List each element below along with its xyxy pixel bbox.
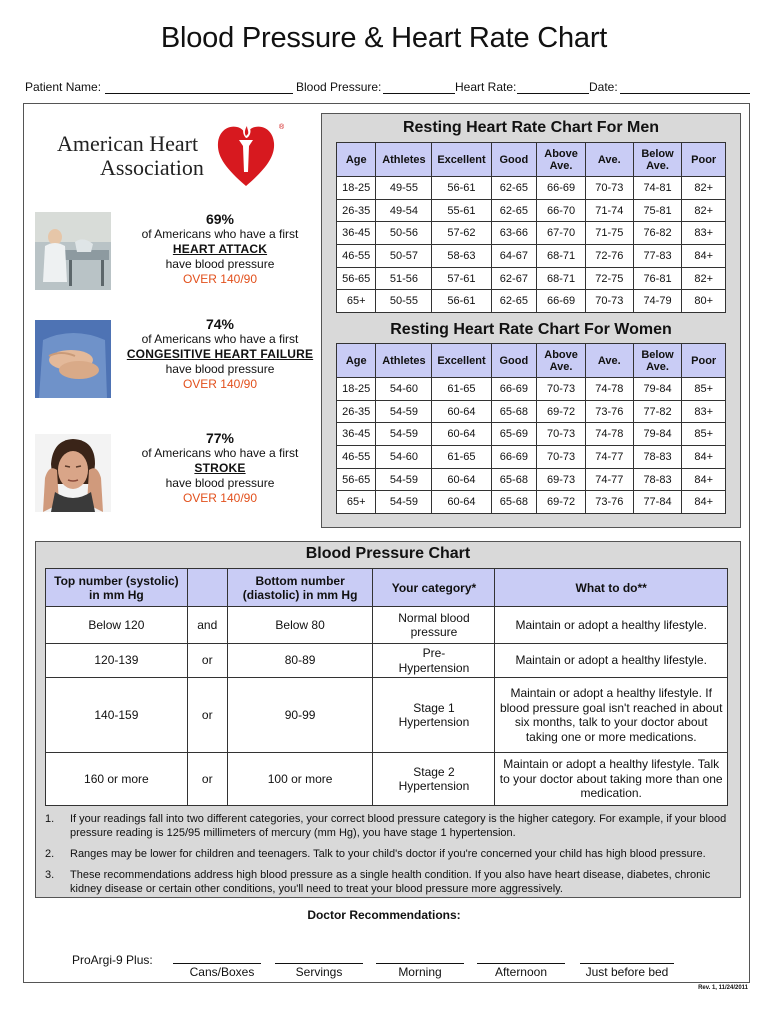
table-cell: 54-59 (376, 423, 432, 446)
stat-line2: have blood pressure (165, 362, 275, 376)
table-cell: 83+ (682, 400, 726, 423)
column-header: Age (337, 143, 376, 177)
morning-label: Morning (398, 965, 442, 979)
table-cell: 75-81 (633, 199, 682, 222)
table-cell: Normal blood pressure (373, 607, 495, 644)
table-cell: 82+ (682, 177, 726, 200)
hospital-photo (35, 212, 111, 290)
table-cell: Maintain or adopt a healthy lifestyle. If blood pressure goal isn't reached in about six months, talk to your doctor about taking one or more medications. (495, 678, 728, 753)
column-header: Ave. (585, 344, 633, 378)
table-cell: 54-59 (376, 468, 432, 491)
column-header: Below Ave. (633, 344, 682, 378)
table-cell: 71-75 (585, 222, 633, 245)
column-header: Ave. (585, 143, 633, 177)
revision-note: Rev. 1, 11/24/2011 (698, 985, 748, 991)
afternoon-label: Afternoon (494, 965, 548, 979)
table-cell: 66-69 (491, 446, 537, 469)
table-cell: or (187, 753, 227, 806)
table-row (337, 423, 726, 446)
servings-label: Servings (295, 965, 343, 979)
table-cell: 90-99 (227, 678, 373, 753)
stat-threshold: OVER 140/90 (182, 272, 258, 286)
patient-name-label: Patient Name: (25, 80, 102, 94)
column-header: Above Ave. (537, 143, 586, 177)
heart-rate-field[interactable] (517, 93, 589, 94)
table-cell: Maintain or adopt a healthy lifestyle. (495, 607, 728, 644)
note-text: These recommendations address high blood pressure as a single health condition. If you also have heart disease, diabetes, chronic kidney disease or certain other conditions, you'll need to treat your blood pressure more aggressively. (70, 869, 711, 895)
table-row (337, 491, 726, 514)
stat-heart-attack (120, 211, 320, 287)
stat-heart-failure (120, 316, 320, 392)
table-row (46, 753, 728, 806)
blood-pressure-table (45, 568, 728, 806)
table-cell: 84+ (682, 468, 726, 491)
table-cell: Stage 1 Hypertension (373, 678, 495, 753)
table-cell: 65-69 (491, 423, 537, 446)
men-chart-title: Resting Heart Rate Chart For Men (402, 119, 660, 136)
table-cell: 54-59 (376, 491, 432, 514)
table-cell: 74-77 (585, 446, 633, 469)
table-cell: or (187, 678, 227, 753)
table-cell: 79-84 (633, 423, 682, 446)
table-cell: 80-89 (227, 644, 373, 678)
table-cell: 49-54 (376, 199, 432, 222)
column-header: Top number (systolic) in mm Hg (46, 569, 188, 607)
table-cell: 50-56 (376, 222, 432, 245)
table-cell: 65-68 (491, 491, 537, 514)
doctor-recommendations-heading: Doctor Recommendations: (307, 908, 461, 922)
column-header: Athletes (376, 143, 432, 177)
table-row (46, 644, 728, 678)
table-cell: 54-60 (376, 378, 432, 401)
stat-condition: STROKE (194, 461, 246, 475)
table-header-row (46, 569, 728, 607)
table-cell: 46-55 (337, 446, 376, 469)
stat-threshold: OVER 140/90 (182, 491, 258, 505)
note-number: 1. (45, 813, 55, 825)
table-row (337, 267, 726, 290)
morning-field[interactable] (376, 963, 464, 964)
note-item (45, 868, 730, 896)
table-cell: 69-72 (537, 400, 586, 423)
table-cell: 60-64 (432, 400, 491, 423)
stat-line2: have blood pressure (165, 257, 275, 271)
table-cell: 58-63 (432, 245, 491, 268)
stat-percent: 74% (205, 316, 235, 332)
table-cell: 85+ (682, 423, 726, 446)
date-label: Date: (589, 80, 618, 94)
table-cell: 120-139 (46, 644, 188, 678)
chest-pain-photo (35, 320, 111, 398)
proargi-label: ProArgi-9 Plus: (72, 953, 153, 967)
table-cell: 56-65 (337, 267, 376, 290)
table-cell: 56-61 (432, 177, 491, 200)
table-cell: 74-78 (585, 423, 633, 446)
note-text: If your readings fall into two different categories, your correct blood pressure category is the higher category. For example, if your blood pressure reading is 125/95 millimeters of mercury (mm Hg), you have stage 1 hypertension. (70, 813, 727, 839)
table-cell: 36-45 (337, 423, 376, 446)
table-cell: 62-65 (491, 290, 537, 313)
column-header: Good (491, 143, 537, 177)
table-cell: 73-76 (585, 491, 633, 514)
aha-logo-text (57, 132, 204, 180)
table-cell: 60-64 (432, 468, 491, 491)
cans-boxes-label: Cans/Boxes (189, 965, 255, 979)
column-header: Excellent (432, 344, 491, 378)
column-header: Age (337, 344, 376, 378)
patient-name-field[interactable] (105, 93, 293, 94)
table-cell: 63-66 (491, 222, 537, 245)
stat-condition: CONGESITIVE HEART FAILURE (126, 347, 314, 361)
stat-percent: 69% (205, 211, 235, 227)
table-cell: 77-83 (633, 245, 682, 268)
page-title: Blood Pressure & Heart Rate Chart (160, 22, 608, 54)
bp-chart-title: Blood Pressure Chart (305, 545, 471, 562)
table-cell: 84+ (682, 446, 726, 469)
table-cell: 77-82 (633, 400, 682, 423)
table-row (337, 378, 726, 401)
table-cell: and (187, 607, 227, 644)
table-cell: 79-84 (633, 378, 682, 401)
note-text: Ranges may be lower for children and teenagers. Talk to your child's doctor if you're concerned your child has high blood pressure. (70, 848, 706, 860)
heart-torch-icon (215, 116, 277, 188)
table-cell: 84+ (682, 491, 726, 514)
table-cell: 65-68 (491, 400, 537, 423)
table-cell: 62-65 (491, 199, 537, 222)
table-row (46, 607, 728, 644)
stat-line1: of Americans who have a first (141, 332, 299, 346)
table-cell: 83+ (682, 222, 726, 245)
table-cell: 60-64 (432, 491, 491, 514)
note-number: 2. (45, 848, 55, 860)
aha-logo-line1: American Heart (57, 131, 199, 156)
note-item (45, 847, 730, 861)
table-cell: 61-65 (432, 378, 491, 401)
servings-field[interactable] (275, 963, 363, 964)
patient-info-line (25, 80, 750, 96)
table-cell: 49-55 (376, 177, 432, 200)
date-field[interactable] (620, 93, 750, 94)
women-chart-title: Resting Heart Rate Chart For Women (390, 321, 672, 338)
table-row (337, 468, 726, 491)
table-cell: 74-79 (633, 290, 682, 313)
table-cell: 50-55 (376, 290, 432, 313)
table-cell: 66-70 (537, 199, 586, 222)
table-cell: 68-71 (537, 245, 586, 268)
column-header: Excellent (432, 143, 491, 177)
blood-pressure-field[interactable] (383, 93, 455, 94)
table-cell: 76-81 (633, 267, 682, 290)
table-cell: 78-83 (633, 446, 682, 469)
table-cell: 70-73 (585, 177, 633, 200)
table-cell: 69-72 (537, 491, 586, 514)
column-header: Good (491, 344, 537, 378)
women-heart-rate-table (336, 343, 726, 514)
column-header: Your category* (373, 569, 495, 607)
table-cell: 54-59 (376, 400, 432, 423)
column-header: Poor (682, 344, 726, 378)
table-cell: 51-56 (376, 267, 432, 290)
stat-line1: of Americans who have a first (141, 227, 299, 241)
table-cell: 57-61 (432, 267, 491, 290)
table-cell: 62-67 (491, 267, 537, 290)
table-cell: 26-35 (337, 400, 376, 423)
table-cell: 46-55 (337, 245, 376, 268)
column-header: What to do** (495, 569, 728, 607)
table-row (337, 177, 726, 200)
table-cell: 85+ (682, 378, 726, 401)
stat-line2: have blood pressure (165, 476, 275, 490)
table-cell: 70-73 (537, 423, 586, 446)
aha-logo-line2: Association (100, 155, 204, 180)
column-header (187, 569, 227, 607)
stat-condition: HEART ATTACK (172, 242, 268, 256)
table-cell: Below 120 (46, 607, 188, 644)
table-cell: or (187, 644, 227, 678)
column-header: Below Ave. (633, 143, 682, 177)
table-cell: 66-69 (537, 290, 586, 313)
column-header: Poor (682, 143, 726, 177)
aha-logo (55, 116, 285, 191)
stroke-headache-photo (35, 434, 111, 512)
note-item (45, 812, 730, 840)
column-header: Athletes (376, 344, 432, 378)
registered-mark: ® (279, 124, 285, 131)
table-cell: 80+ (682, 290, 726, 313)
table-cell: 76-82 (633, 222, 682, 245)
table-cell: 72-76 (585, 245, 633, 268)
table-cell: Maintain or adopt a healthy lifestyle. (495, 644, 728, 678)
table-cell: Stage 2 Hypertension (373, 753, 495, 806)
note-number: 3. (45, 869, 55, 881)
table-cell: 70-73 (537, 378, 586, 401)
table-cell: 71-74 (585, 199, 633, 222)
table-cell: 70-73 (537, 446, 586, 469)
table-cell: 67-70 (537, 222, 586, 245)
table-cell: 56-61 (432, 290, 491, 313)
table-cell: 55-61 (432, 199, 491, 222)
column-header: Above Ave. (537, 344, 586, 378)
table-cell: Pre-Hypertension (373, 644, 495, 678)
table-cell: 54-60 (376, 446, 432, 469)
table-cell: 66-69 (537, 177, 586, 200)
table-cell: Maintain or adopt a healthy lifestyle. Talk to your doctor about taking more than one medication. (495, 753, 728, 806)
table-cell: 74-81 (633, 177, 682, 200)
table-cell: 50-57 (376, 245, 432, 268)
men-heart-rate-table (336, 142, 726, 313)
table-cell: 84+ (682, 245, 726, 268)
table-cell: 140-159 (46, 678, 188, 753)
table-cell: 18-25 (337, 177, 376, 200)
table-cell: 72-75 (585, 267, 633, 290)
table-cell: 36-45 (337, 222, 376, 245)
table-cell: 73-76 (585, 400, 633, 423)
table-row (337, 199, 726, 222)
table-cell: 82+ (682, 199, 726, 222)
table-row (337, 446, 726, 469)
table-header-row (337, 143, 726, 177)
stat-percent: 77% (205, 430, 235, 446)
heart-rate-label: Heart Rate: (455, 80, 517, 94)
table-row (337, 245, 726, 268)
table-cell: Below 80 (227, 607, 373, 644)
stat-stroke (120, 430, 320, 506)
table-cell: 69-73 (537, 468, 586, 491)
notes-list (45, 812, 730, 903)
table-cell: 61-65 (432, 446, 491, 469)
table-cell: 57-62 (432, 222, 491, 245)
table-cell: 82+ (682, 267, 726, 290)
table-cell: 66-69 (491, 378, 537, 401)
table-cell: 77-84 (633, 491, 682, 514)
table-cell: 26-35 (337, 199, 376, 222)
table-row (337, 400, 726, 423)
stat-line1: of Americans who have a first (141, 446, 299, 460)
table-cell: 65+ (337, 290, 376, 313)
before-bed-label: Just before bed (585, 965, 669, 979)
table-cell: 62-65 (491, 177, 537, 200)
table-cell: 65-68 (491, 468, 537, 491)
table-cell: 160 or more (46, 753, 188, 806)
table-cell: 68-71 (537, 267, 586, 290)
blood-pressure-label: Blood Pressure: (296, 80, 382, 94)
table-cell: 64-67 (491, 245, 537, 268)
before-bed-field[interactable] (580, 963, 674, 964)
table-cell: 56-65 (337, 468, 376, 491)
table-cell: 60-64 (432, 423, 491, 446)
cans-boxes-field[interactable] (173, 963, 261, 964)
table-header-row (337, 344, 726, 378)
afternoon-field[interactable] (477, 963, 565, 964)
table-row (46, 678, 728, 753)
table-row (337, 222, 726, 245)
table-cell: 100 or more (227, 753, 373, 806)
table-cell: 74-78 (585, 378, 633, 401)
table-cell: 65+ (337, 491, 376, 514)
column-header: Bottom number (diastolic) in mm Hg (227, 569, 373, 607)
stat-threshold: OVER 140/90 (182, 377, 258, 391)
table-cell: 78-83 (633, 468, 682, 491)
table-cell: 70-73 (585, 290, 633, 313)
table-cell: 18-25 (337, 378, 376, 401)
table-cell: 74-77 (585, 468, 633, 491)
table-row (337, 290, 726, 313)
